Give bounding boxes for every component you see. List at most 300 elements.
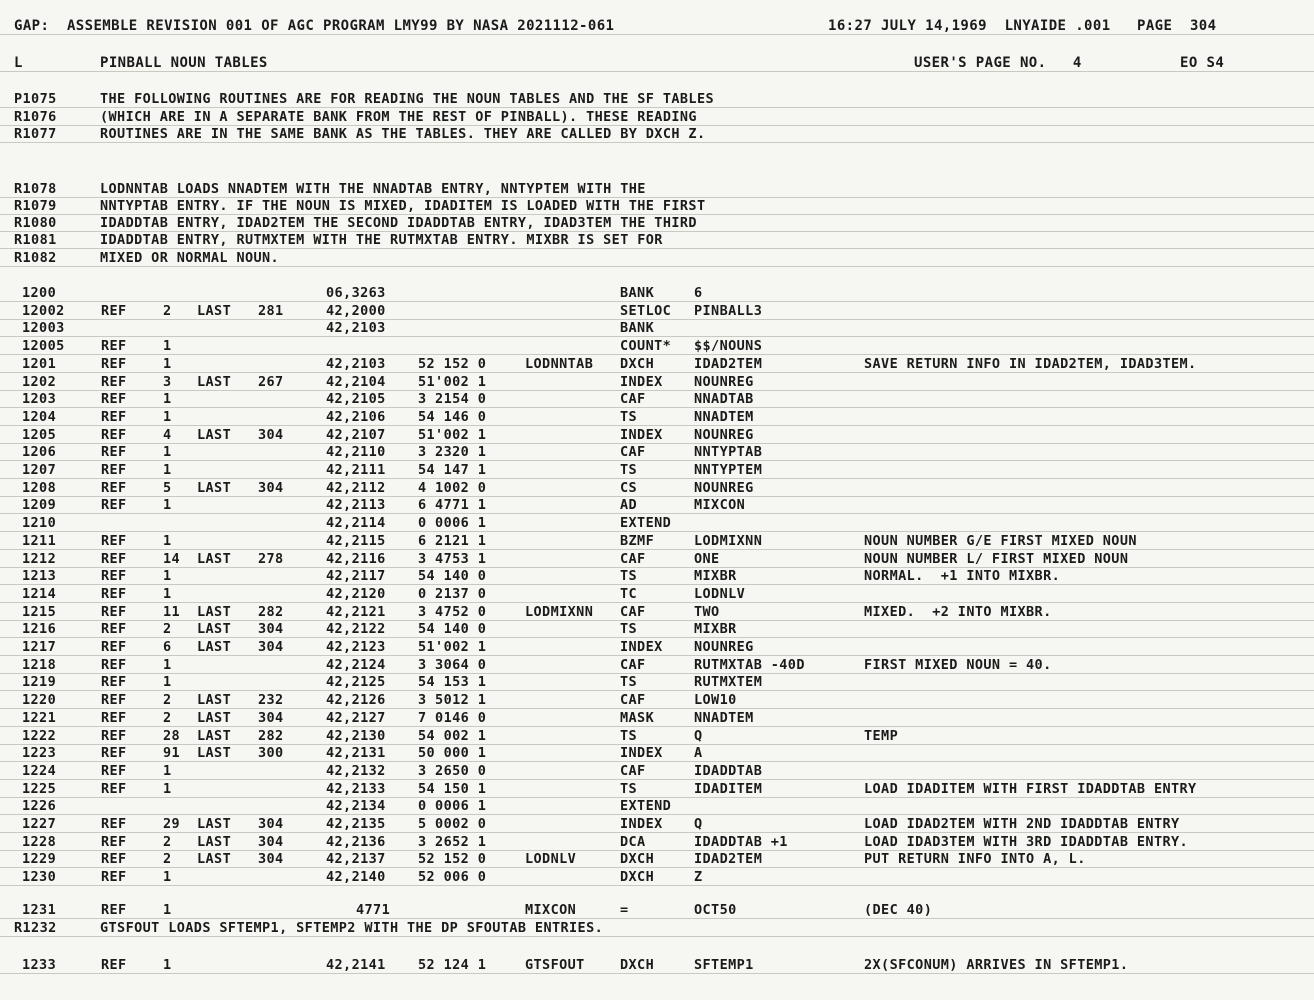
listing-op: DXCH: [620, 957, 655, 973]
listing-op: SETLOC: [620, 303, 672, 319]
listing-addr: 4771: [356, 902, 391, 918]
listing-last: LAST: [197, 639, 232, 655]
listing-operand: IDAD2TEM: [694, 356, 763, 372]
listing-op: BZMF: [620, 533, 655, 549]
listing-addr: 42,2127: [326, 710, 386, 726]
listing-last: LAST: [197, 745, 232, 761]
listing-op: EXTEND: [620, 798, 672, 814]
listing-ln: 1228: [22, 834, 57, 850]
listing-ref: REF: [101, 444, 127, 460]
listing-cnt: 1: [163, 462, 172, 478]
listing-lbl: GTSFOUT: [525, 957, 585, 973]
listing-ref: REF: [101, 374, 127, 390]
listing-cnt: 1: [163, 674, 172, 690]
comment-line-number: R1077: [14, 126, 57, 142]
listing-operand: NOUNREG: [694, 427, 754, 443]
listing-lp: 304: [258, 816, 284, 832]
comment-line: [0, 108, 1314, 126]
listing-operand: ONE: [694, 551, 720, 567]
listing-op: =: [620, 902, 629, 918]
listing-operand: PINBALL3: [694, 303, 763, 319]
listing-row: [0, 337, 1314, 355]
listing-lp: 304: [258, 851, 284, 867]
listing-ref: REF: [101, 745, 127, 761]
listing-operand: Q: [694, 816, 703, 832]
listing-lp: 304: [258, 639, 284, 655]
listing-row: [0, 373, 1314, 391]
listing-op: CS: [620, 480, 638, 496]
listing-row: [0, 638, 1314, 656]
listing-row: [0, 691, 1314, 709]
listing-operand: IDADDTAB: [694, 763, 763, 779]
comment-text: ROUTINES ARE IN THE SAME BANK AS THE TABLES. THEY ARE CALLED BY DXCH Z.: [100, 126, 706, 142]
listing-cnt: 1: [163, 657, 172, 673]
listing-ref: REF: [101, 728, 127, 744]
comment-line-number: R1079: [14, 198, 57, 214]
listing-code: 6 2121 1: [418, 533, 487, 549]
listing-code: 6 4771 1: [418, 497, 487, 513]
listing-operand: $$/NOUNS: [694, 338, 763, 354]
listing-op: TC: [620, 586, 638, 602]
comment-line-number: R1078: [14, 181, 57, 197]
listing-addr: 42,2134: [326, 798, 386, 814]
listing-last: LAST: [197, 728, 232, 744]
listing-code: 0 2137 0: [418, 586, 487, 602]
listing-addr: 42,2114: [326, 515, 386, 531]
listing-operand: SFTEMP1: [694, 957, 754, 973]
section-title: PINBALL NOUN TABLES: [100, 55, 268, 71]
listing-ref: REF: [101, 338, 127, 354]
listing-last: LAST: [197, 427, 232, 443]
listing-lp: 304: [258, 834, 284, 850]
listing-ref: REF: [101, 480, 127, 496]
listing-ln: 1212: [22, 551, 57, 567]
listing-ln: 1225: [22, 781, 57, 797]
listing-lp: 282: [258, 728, 284, 744]
listing-addr: 42,2120: [326, 586, 386, 602]
listing-op: INDEX: [620, 427, 663, 443]
listing-code: 3 4753 1: [418, 551, 487, 567]
listing-cnt: 1: [163, 869, 172, 885]
listing-operand: MIXBR: [694, 568, 737, 584]
listing-operand: NNTYPTAB: [694, 444, 763, 460]
listing-ln: 1233: [22, 957, 57, 973]
listing-lp: 232: [258, 692, 284, 708]
listing-operand: NOUNREG: [694, 480, 754, 496]
listing-code: 51'002 1: [418, 427, 487, 443]
listing-addr: 42,2106: [326, 409, 386, 425]
listing-row: [0, 408, 1314, 426]
comment-text: IDADDTAB ENTRY, RUTMXTEM WITH THE RUTMXTAB ENTRY. MIXBR IS SET FOR: [100, 232, 663, 248]
listing-ref: REF: [101, 902, 127, 918]
listing-ref: REF: [101, 568, 127, 584]
listing-ln: 1213: [22, 568, 57, 584]
listing-addr: 42,2122: [326, 621, 386, 637]
listing-op: CAF: [620, 551, 646, 567]
listing-ln: 1203: [22, 391, 57, 407]
comment-line: [0, 919, 1314, 937]
listing-addr: 42,2105: [326, 391, 386, 407]
listing-op: EXTEND: [620, 515, 672, 531]
listing-cnt: 1: [163, 586, 172, 602]
listing-op: CAF: [620, 391, 646, 407]
listing-cnt: 2: [163, 692, 172, 708]
listing-operand: 6: [694, 285, 703, 301]
listing-ln: 1216: [22, 621, 57, 637]
listing-operand: OCT50: [694, 902, 737, 918]
listing-row: [0, 461, 1314, 479]
listing-ref: REF: [101, 303, 127, 319]
listing-addr: 42,2135: [326, 816, 386, 832]
section-marker: L: [14, 55, 23, 71]
listing-cnt: 28: [163, 728, 181, 744]
comment-line-number: R1080: [14, 215, 57, 231]
listing-op: DXCH: [620, 851, 655, 867]
listing-ln: 1230: [22, 869, 57, 885]
listing-cnt: 1: [163, 568, 172, 584]
listing-addr: 42,2115: [326, 533, 386, 549]
listing-ln: 1222: [22, 728, 57, 744]
listing-operand: MIXCON: [694, 497, 746, 513]
comment-line: [0, 197, 1314, 215]
listing-operand: NNADTEM: [694, 710, 754, 726]
listing-ln: 1229: [22, 851, 57, 867]
listing-op: DXCH: [620, 356, 655, 372]
listing-ref: REF: [101, 851, 127, 867]
listing-addr: 42,2140: [326, 869, 386, 885]
listing-ln: 12003: [22, 320, 65, 336]
listing-ln: 1202: [22, 374, 57, 390]
listing-row: [0, 727, 1314, 745]
listing-code: 3 2320 1: [418, 444, 487, 460]
listing-last: LAST: [197, 480, 232, 496]
listing-lbl: MIXCON: [525, 902, 577, 918]
listing-op: TS: [620, 728, 638, 744]
listing-operand: NOUNREG: [694, 639, 754, 655]
listing-op: MASK: [620, 710, 655, 726]
listing-lbl: LODNNTAB: [525, 356, 594, 372]
listing-row: [0, 479, 1314, 497]
listing-code: 0 0006 1: [418, 798, 487, 814]
listing-code: 3 2650 0: [418, 763, 487, 779]
listing-addr: 42,2125: [326, 674, 386, 690]
listing-ref: REF: [101, 356, 127, 372]
listing-operand: MIXBR: [694, 621, 737, 637]
listing-ref: REF: [101, 816, 127, 832]
listing-code: 51'002 1: [418, 639, 487, 655]
header-title: GAP: ASSEMBLE REVISION 001 OF AGC PROGRAM LMY99 BY NASA 2021112-061: [14, 18, 615, 34]
listing-lp: 304: [258, 480, 284, 496]
listing-op: INDEX: [620, 374, 663, 390]
listing-operand: Q: [694, 728, 703, 744]
listing-cnt: 2: [163, 710, 172, 726]
listing-ref: REF: [101, 604, 127, 620]
listing-row: [0, 956, 1314, 974]
listing-ref: REF: [101, 781, 127, 797]
listing-cnt: 5: [163, 480, 172, 496]
listing-op: TS: [620, 409, 638, 425]
listing-row: [0, 355, 1314, 373]
listing-addr: 42,2112: [326, 480, 386, 496]
listing-op: CAF: [620, 657, 646, 673]
listing-op: COUNT*: [620, 338, 672, 354]
listing-ref: REF: [101, 551, 127, 567]
page-header: [0, 17, 1314, 35]
listing-code: 52 152 0: [418, 356, 487, 372]
listing-cnt: 91: [163, 745, 181, 761]
listing-addr: 42,2107: [326, 427, 386, 443]
listing-op: CAF: [620, 444, 646, 460]
listing-op: AD: [620, 497, 638, 513]
listing-cnt: 1: [163, 338, 172, 354]
listing-ln: 1217: [22, 639, 57, 655]
listing-addr: 42,2117: [326, 568, 386, 584]
listing-last: LAST: [197, 710, 232, 726]
listing-row: [0, 673, 1314, 691]
listing-row: [0, 850, 1314, 868]
listing-op: TS: [620, 621, 638, 637]
listing-ref: REF: [101, 834, 127, 850]
listing-row: [0, 901, 1314, 919]
listing-ln: 1215: [22, 604, 57, 620]
header-datetime: 16:27 JULY 14,1969 LNYAIDE .001 PAGE 304: [828, 18, 1217, 34]
listing-ref: REF: [101, 391, 127, 407]
listing-row: [0, 514, 1314, 532]
listing-ln: 1220: [22, 692, 57, 708]
listing-cmt: (DEC 40): [864, 902, 933, 918]
listing-last: LAST: [197, 851, 232, 867]
comment-line: [0, 90, 1314, 108]
listing-ref: REF: [101, 639, 127, 655]
users-page: USER'S PAGE NO. 4: [914, 55, 1082, 71]
listing-cnt: 29: [163, 816, 181, 832]
comment-line: [0, 249, 1314, 267]
listing-operand: LODNLV: [694, 586, 746, 602]
listing-code: 5 0002 0: [418, 816, 487, 832]
listing-operand: IDADITEM: [694, 781, 763, 797]
listing-lp: 282: [258, 604, 284, 620]
listing-ln: 1206: [22, 444, 57, 460]
listing-ref: REF: [101, 957, 127, 973]
listing-addr: 42,2113: [326, 497, 386, 513]
listing-op: BANK: [620, 320, 655, 336]
listing-ln: 1211: [22, 533, 57, 549]
listing-row: [0, 284, 1314, 302]
listing-last: LAST: [197, 303, 232, 319]
listing-ln: 1210: [22, 515, 57, 531]
listing-cmt: 2X(SFCONUM) ARRIVES IN SFTEMP1.: [864, 957, 1129, 973]
listing-op: INDEX: [620, 816, 663, 832]
listing-row: [0, 443, 1314, 461]
listing-op: DXCH: [620, 869, 655, 885]
listing-operand: RUTMXTEM: [694, 674, 763, 690]
listing-lp: 267: [258, 374, 284, 390]
listing-lp: 304: [258, 710, 284, 726]
listing-cnt: 11: [163, 604, 181, 620]
listing-row: [0, 868, 1314, 886]
listing-addr: 42,2111: [326, 462, 386, 478]
listing-code: 50 000 1: [418, 745, 487, 761]
listing-code: 54 002 1: [418, 728, 487, 744]
listing-cnt: 1: [163, 902, 172, 918]
listing-cmt: MIXED. +2 INTO MIXBR.: [864, 604, 1052, 620]
listing-ln: 1209: [22, 497, 57, 513]
listing-ref: REF: [101, 692, 127, 708]
listing-last: LAST: [197, 692, 232, 708]
listing-lp: 304: [258, 427, 284, 443]
listing-code: 52 124 1: [418, 957, 487, 973]
listing-ln: 1204: [22, 409, 57, 425]
listing-op: CAF: [620, 692, 646, 708]
comment-line-number: R1082: [14, 250, 57, 266]
listing-row: [0, 744, 1314, 762]
listing-operand: TWO: [694, 604, 720, 620]
listing-row: [0, 532, 1314, 550]
listing-row: [0, 780, 1314, 798]
listing-operand: LOW10: [694, 692, 737, 708]
listing-op: TS: [620, 674, 638, 690]
listing-ln: 1207: [22, 462, 57, 478]
listing-code: 54 150 1: [418, 781, 487, 797]
listing-cnt: 14: [163, 551, 181, 567]
listing-addr: 42,2123: [326, 639, 386, 655]
listing-row: [0, 620, 1314, 638]
listing-cnt: 4: [163, 427, 172, 443]
listing-addr: 42,2136: [326, 834, 386, 850]
listing-row: [0, 319, 1314, 337]
listing-cnt: 6: [163, 639, 172, 655]
listing-last: LAST: [197, 551, 232, 567]
listing-operand: NNADTEM: [694, 409, 754, 425]
listing-cnt: 1: [163, 409, 172, 425]
listing-code: 3 2154 0: [418, 391, 487, 407]
listing-last: LAST: [197, 621, 232, 637]
listing-op: TS: [620, 568, 638, 584]
comment-line: [0, 214, 1314, 232]
listing-addr: 42,2124: [326, 657, 386, 673]
listing-row: [0, 656, 1314, 674]
comment-text: IDADDTAB ENTRY, IDAD2TEM THE SECOND IDADDTAB ENTRY, IDAD3TEM THE THIRD: [100, 215, 697, 231]
listing-cnt: 1: [163, 763, 172, 779]
listing-row: [0, 550, 1314, 568]
listing-lp: 300: [258, 745, 284, 761]
listing-ln: 12005: [22, 338, 65, 354]
listing-operand: IDAD2TEM: [694, 851, 763, 867]
listing-lp: 278: [258, 551, 284, 567]
listing-cnt: 1: [163, 391, 172, 407]
listing-addr: 42,2130: [326, 728, 386, 744]
listing-operand: NNTYPTEM: [694, 462, 763, 478]
listing-op: TS: [620, 462, 638, 478]
listing-ln: 1219: [22, 674, 57, 690]
listing-ref: REF: [101, 409, 127, 425]
listing-code: 51'002 1: [418, 374, 487, 390]
listing-lbl: LODNLV: [525, 851, 577, 867]
listing-code: 54 146 0: [418, 409, 487, 425]
listing-cmt: LOAD IDAD2TEM WITH 2ND IDADDTAB ENTRY: [864, 816, 1180, 832]
listing-operand: NOUNREG: [694, 374, 754, 390]
listing-code: 54 140 0: [418, 621, 487, 637]
listing-ln: 1205: [22, 427, 57, 443]
comment-line: [0, 180, 1314, 198]
listing-lbl: LODMIXNN: [525, 604, 594, 620]
listing-ref: REF: [101, 621, 127, 637]
listing-addr: 42,2126: [326, 692, 386, 708]
listing-cmt: LOAD IDAD3TEM WITH 3RD IDADDTAB ENTRY.: [864, 834, 1189, 850]
listing-op: INDEX: [620, 745, 663, 761]
listing-cnt: 1: [163, 497, 172, 513]
comment-line-number: R1081: [14, 232, 57, 248]
listing-ref: REF: [101, 462, 127, 478]
listing-row: [0, 709, 1314, 727]
listing-ref: REF: [101, 869, 127, 885]
comment-line-number: P1075: [14, 91, 57, 107]
listing-ln: 1227: [22, 816, 57, 832]
listing-code: 4 1002 0: [418, 480, 487, 496]
listing-addr: 42,2131: [326, 745, 386, 761]
listing-op: INDEX: [620, 639, 663, 655]
comment-text: GTSFOUT LOADS SFTEMP1, SFTEMP2 WITH THE DP SFOUTAB ENTRIES.: [100, 920, 604, 936]
listing-cnt: 1: [163, 781, 172, 797]
listing-addr: 42,2121: [326, 604, 386, 620]
listing-code: 3 3064 0: [418, 657, 487, 673]
listing-ln: 1208: [22, 480, 57, 496]
listing-ln: 1226: [22, 798, 57, 814]
listing-code: 3 5012 1: [418, 692, 487, 708]
listing-code: 52 006 0: [418, 869, 487, 885]
listing-ln: 1223: [22, 745, 57, 761]
listing-cmt: NORMAL. +1 INTO MIXBR.: [864, 568, 1061, 584]
listing-ln: 1200: [22, 285, 57, 301]
listing-row: [0, 426, 1314, 444]
listing-cnt: 1: [163, 533, 172, 549]
listing-ref: REF: [101, 674, 127, 690]
listing-op: CAF: [620, 604, 646, 620]
listing-row: [0, 603, 1314, 621]
listing-cnt: 2: [163, 834, 172, 850]
listing-cnt: 1: [163, 444, 172, 460]
listing-ln: 1221: [22, 710, 57, 726]
listing-code: 52 152 0: [418, 851, 487, 867]
listing-ref: REF: [101, 497, 127, 513]
listing-ref: REF: [101, 586, 127, 602]
listing-operand: Z: [694, 869, 703, 885]
listing-addr: 42,2104: [326, 374, 386, 390]
listing-addr: 42,2000: [326, 303, 386, 319]
listing-ref: REF: [101, 763, 127, 779]
listing-addr: 42,2132: [326, 763, 386, 779]
listing-addr: 42,2116: [326, 551, 386, 567]
comment-text: LODNNTAB LOADS NNADTEM WITH THE NNADTAB ENTRY, NNTYPTEM WITH THE: [100, 181, 646, 197]
listing-row: [0, 762, 1314, 780]
listing-row: [0, 390, 1314, 408]
listing-operand: A: [694, 745, 703, 761]
listing-code: 54 140 0: [418, 568, 487, 584]
comment-line: [0, 231, 1314, 249]
listing-row: [0, 797, 1314, 815]
listing-row: [0, 496, 1314, 514]
comment-line: [0, 125, 1314, 143]
listing-op: BANK: [620, 285, 655, 301]
comment-line-number: R1076: [14, 109, 57, 125]
listing-code: 3 2652 1: [418, 834, 487, 850]
comment-line-number: R1232: [14, 920, 57, 936]
comment-text: MIXED OR NORMAL NOUN.: [100, 250, 280, 266]
listing-addr: 42,2103: [326, 356, 386, 372]
listing-last: LAST: [197, 816, 232, 832]
listing-ln: 1231: [22, 902, 57, 918]
listing-ln: 1214: [22, 586, 57, 602]
